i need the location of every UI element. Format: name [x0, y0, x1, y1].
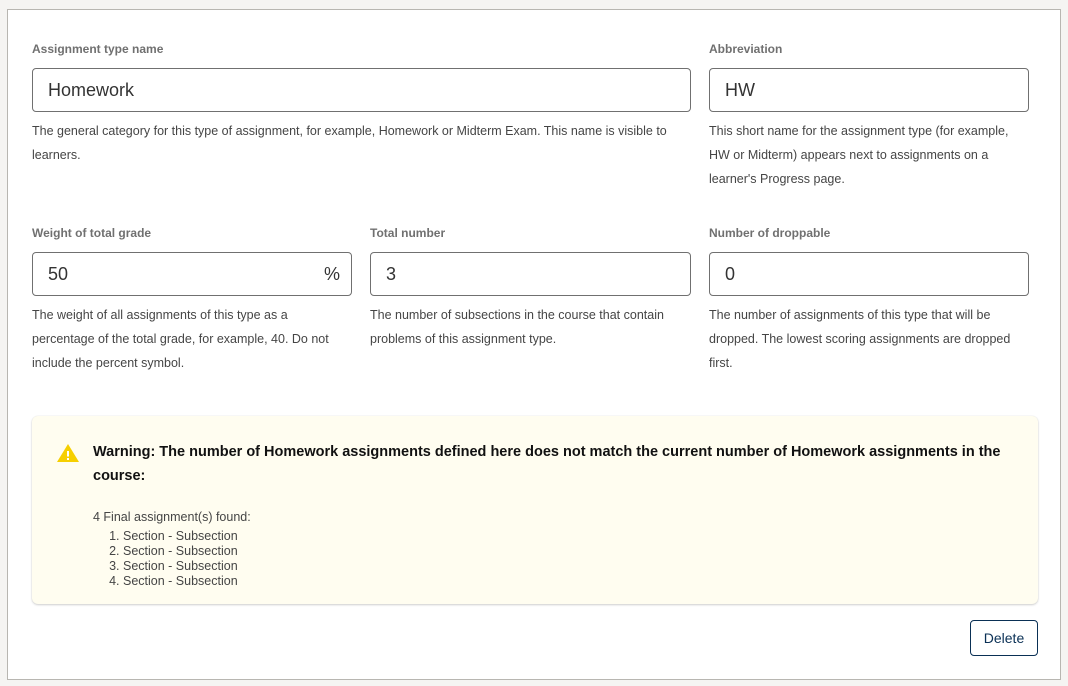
assignment-type-name-value: Homework	[48, 79, 135, 100]
warning-title: Warning: The number of Homework assignments defined here does not match the current number of Homework assignments in the course:	[93, 444, 1001, 484]
abbreviation-input[interactable]	[709, 68, 1029, 112]
assignment-type-name-input[interactable]	[32, 68, 691, 112]
total-number-value: 3	[386, 263, 397, 284]
abbreviation-field	[709, 41, 1029, 186]
abbreviation-help: This short name for the assignment type (for example, HW or Midterm) appears next to assignments on a learner's Progress page.	[709, 124, 1009, 186]
assignment-type-panel	[7, 9, 1061, 680]
weight-label: Weight of total grade	[32, 226, 152, 240]
total-number-input[interactable]	[370, 252, 691, 296]
warning-list-item: 2. Section - Subsection	[123, 544, 238, 559]
droppable-field	[709, 225, 1029, 370]
weight-input[interactable]	[32, 252, 352, 296]
warning-list-item: 1. Section - Subsection	[123, 529, 238, 544]
warning-list-item: 4. Section - Subsection	[123, 574, 238, 589]
warning-triangle-icon	[56, 443, 80, 463]
percent-suffix: %	[323, 263, 340, 284]
weight-value: 50	[48, 263, 69, 284]
droppable-label: Number of droppable	[709, 226, 831, 240]
droppable-input[interactable]	[709, 252, 1029, 296]
abbreviation-value: HW	[725, 79, 755, 100]
warning-list-item: 3. Section - Subsection	[123, 559, 238, 574]
droppable-value: 0	[725, 263, 736, 284]
assignment-type-name-label: Assignment type name	[32, 42, 164, 56]
droppable-help: The number of assignments of this type that will be dropped. The lowest scoring assignments are dropped first.	[709, 308, 1011, 370]
warning-assignment-list	[93, 529, 238, 589]
abbreviation-label: Abbreviation	[709, 42, 783, 56]
assignment-type-name-help: The general category for this type of assignment, for example, Homework or Midterm Exam. This name is visible to learners.	[32, 124, 667, 162]
total-number-field	[370, 225, 691, 346]
total-number-help: The number of subsections in the course that contain problems of this assignment type.	[370, 308, 664, 346]
weight-field	[32, 225, 352, 370]
assignment-type-name-field	[32, 41, 692, 162]
mismatch-warning-alert	[32, 416, 1038, 604]
warning-found-count: 4 Final assignment(s) found:	[93, 510, 251, 524]
weight-help: The weight of all assignments of this type as a percentage of the total grade, for example, 40. Do not include the percent symbol.	[32, 308, 329, 370]
delete-button[interactable]: Delete	[970, 620, 1038, 656]
total-number-label: Total number	[370, 226, 446, 240]
